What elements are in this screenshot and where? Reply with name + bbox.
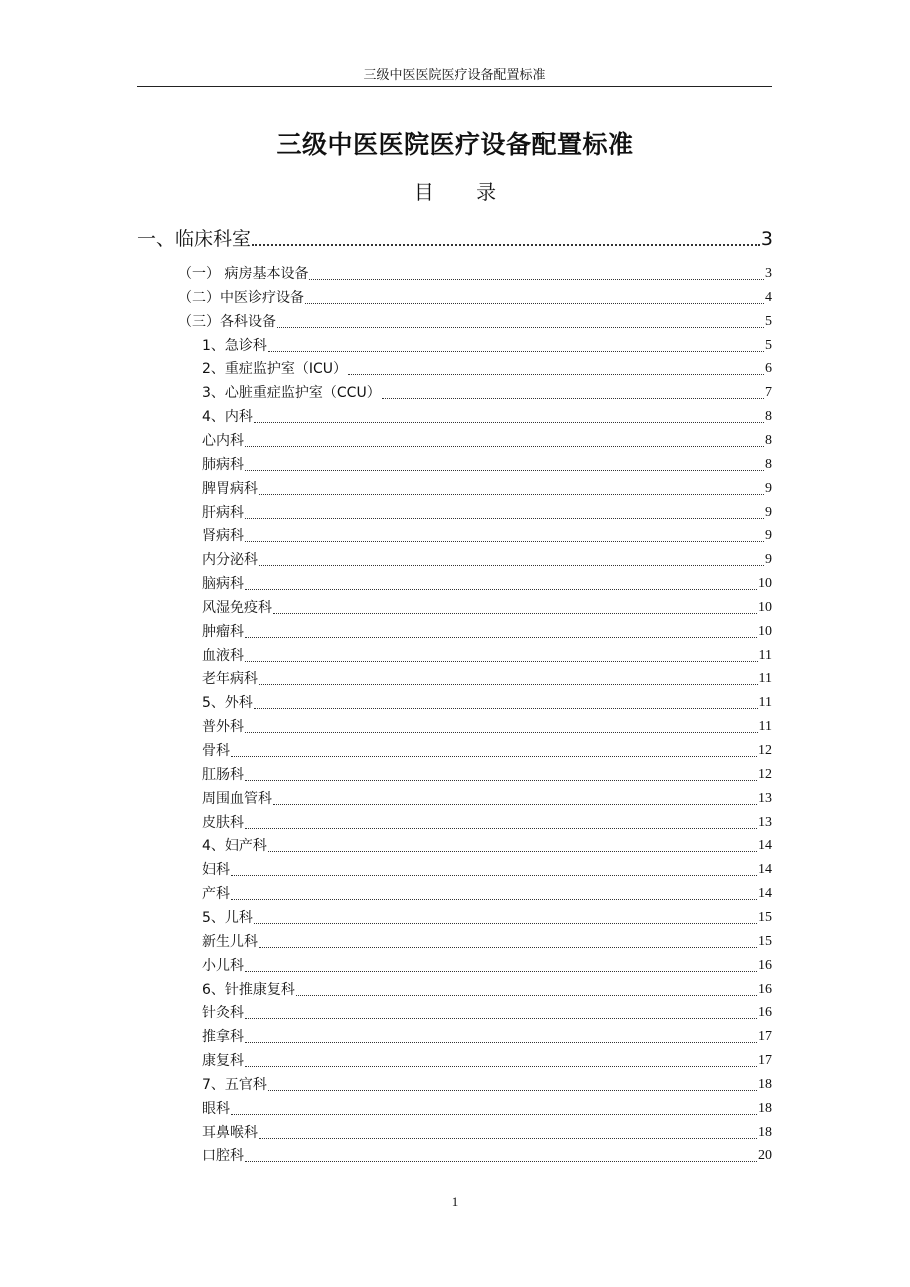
toc-dot-leader	[277, 326, 764, 328]
toc-entry-label: 5、外科	[202, 695, 253, 712]
toc-entry[interactable]	[202, 359, 772, 379]
toc-dot-leader	[245, 469, 764, 471]
toc-entry-label: 1、急诊科	[202, 337, 267, 354]
toc-entry[interactable]	[202, 789, 772, 809]
toc-entry[interactable]	[178, 312, 772, 332]
toc-entry-page: 17	[758, 1053, 772, 1069]
toc-entry-page: 11	[758, 719, 772, 735]
toc-entry-page: 13	[758, 790, 772, 806]
toc-dot-leader	[296, 994, 757, 996]
toc-entry-page: 11	[758, 647, 772, 663]
toc-entry-page: 9	[765, 528, 772, 544]
toc-entry-page: 9	[765, 480, 772, 496]
toc-dot-leader	[245, 779, 757, 781]
toc-entry-page: 3	[760, 228, 773, 250]
toc-dot-leader	[268, 850, 757, 852]
toc-entry-page: 16	[758, 957, 772, 973]
toc-dot-leader	[259, 564, 764, 566]
toc-entry-label: 耳鼻喉科	[202, 1124, 258, 1141]
toc-entry-page: 5	[765, 313, 772, 329]
toc-entry-label: 血液科	[202, 647, 244, 664]
toc-entry-page: 13	[758, 814, 772, 830]
toc-entry-page: 10	[758, 599, 772, 615]
toc-entry-page: 8	[765, 432, 772, 448]
toc-dot-leader	[245, 970, 757, 972]
toc-entry-page: 18	[758, 1076, 772, 1092]
toc-dot-leader	[231, 874, 757, 876]
toc-entry-label: 肛肠科	[202, 766, 244, 783]
toc-entry[interactable]	[202, 1146, 772, 1166]
toc-entry[interactable]	[202, 1099, 772, 1119]
toc-entry[interactable]	[202, 646, 772, 666]
toc-entry-label: 风湿免疫科	[202, 599, 272, 616]
toc-entry-page: 6	[765, 361, 772, 377]
toc-entry[interactable]	[178, 288, 772, 308]
toc-entry-page: 11	[758, 671, 772, 687]
toc-entry-label: 推拿科	[202, 1029, 244, 1046]
toc-entry-page: 20	[758, 1148, 772, 1164]
toc-entry[interactable]	[202, 884, 772, 904]
toc-entry-page: 11	[758, 695, 772, 711]
toc-dot-leader	[231, 898, 757, 900]
toc-entry-page: 14	[758, 838, 772, 854]
toc-entry-page: 10	[758, 623, 772, 639]
toc-dot-leader	[273, 612, 757, 614]
toc-entry-label: 小儿科	[202, 957, 244, 974]
toc-entry-page: 17	[758, 1029, 772, 1045]
toc-entry[interactable]	[202, 431, 772, 451]
toc-entry-label: 5、儿科	[202, 909, 253, 926]
toc-entry-label: 脾胃病科	[202, 480, 258, 497]
toc-entry-label: 周围血管科	[202, 790, 272, 807]
toc-dot-leader	[245, 588, 757, 590]
toc-entry[interactable]	[202, 1003, 772, 1023]
toc-entry-page: 12	[758, 766, 772, 782]
toc-entry-label: （一） 病房基本设备	[178, 266, 309, 282]
toc-entry[interactable]	[202, 407, 772, 427]
running-header: 三级中医医院医疗设备配置标准	[137, 66, 772, 87]
toc-dot-leader	[252, 243, 760, 246]
toc-dot-leader	[245, 1160, 757, 1162]
toc-entry-page: 3	[765, 266, 772, 281]
toc-entry-label: 骨科	[202, 743, 230, 759]
toc-entry[interactable]	[202, 455, 772, 475]
toc-entry[interactable]	[202, 574, 772, 594]
toc-entry-label: 妇科	[202, 862, 230, 879]
toc-entry[interactable]	[202, 956, 772, 976]
toc-dot-leader	[254, 922, 757, 924]
toc-dot-leader	[245, 636, 757, 638]
document-title: 三级中医医院医疗设备配置标准	[276, 130, 634, 159]
toc-dot-leader	[245, 1041, 757, 1043]
toc-entry[interactable]	[202, 717, 772, 737]
toc-entry-label: 脑病科	[202, 576, 244, 593]
toc-dot-leader	[382, 397, 764, 399]
toc-dot-leader	[231, 755, 757, 757]
toc-entry-page: 4	[765, 289, 772, 305]
toc-entry-label: （三）各科设备	[178, 313, 276, 330]
toc-dot-leader	[348, 373, 764, 375]
toc-dot-leader	[231, 1113, 757, 1115]
toc-dot-leader	[259, 683, 758, 685]
toc-entry-label: 新生儿科	[202, 933, 258, 950]
toc-entry-label: 4、妇产科	[202, 838, 267, 855]
page-number: 1	[451, 1194, 459, 1209]
toc-entry[interactable]	[202, 1027, 772, 1047]
toc-entry-label: 心内科	[202, 432, 244, 449]
toc-entry-page: 9	[765, 504, 772, 520]
toc-dot-leader	[245, 445, 764, 447]
toc-entry[interactable]	[178, 264, 772, 284]
toc-entry[interactable]	[137, 226, 773, 252]
toc-entry-label: 老年病科	[202, 671, 258, 688]
toc-entry-label: 4、内科	[202, 409, 253, 426]
toc-dot-leader	[305, 302, 764, 304]
toc-dot-leader	[245, 660, 758, 662]
toc-dot-leader	[259, 946, 757, 948]
toc-entry[interactable]	[202, 765, 772, 785]
toc-dot-leader	[268, 1089, 757, 1091]
toc-entry-label: 2、重症监护室（ICU）	[202, 361, 348, 378]
toc-entry-label: 6、针推康复科	[202, 981, 295, 998]
toc-entry[interactable]	[202, 1051, 772, 1071]
toc-entry-page: 10	[758, 576, 772, 592]
toc-entry-page: 15	[758, 909, 772, 925]
toc-dot-leader	[254, 707, 758, 709]
toc-entry[interactable]	[202, 622, 772, 642]
toc-entry[interactable]	[202, 598, 772, 618]
toc-entry-page: 9	[765, 552, 772, 568]
toc-dot-leader	[245, 540, 764, 542]
toc-entry[interactable]	[202, 813, 772, 833]
toc-entry-page: 12	[758, 743, 772, 758]
toc-entry[interactable]	[202, 336, 772, 356]
toc-entry[interactable]	[202, 741, 772, 761]
toc-entry-label: 3、心脏重症监护室（CCU）	[202, 385, 381, 402]
toc-entry-page: 18	[758, 1100, 772, 1116]
toc-entry-label: 7、五官科	[202, 1076, 267, 1093]
toc-entry-page: 16	[758, 1005, 772, 1021]
toc-entry[interactable]	[202, 526, 772, 546]
toc-dot-leader	[245, 731, 758, 733]
toc-entry-label: 一、临床科室	[137, 228, 252, 250]
toc-entry-label: 产科	[202, 886, 230, 903]
toc-entry-page: 16	[758, 981, 772, 997]
toc-entry-label: 眼科	[202, 1100, 230, 1117]
toc-entry-label: （二）中医诊疗设备	[178, 289, 304, 306]
toc-entry[interactable]	[202, 1075, 772, 1095]
toc-entry[interactable]	[202, 908, 772, 928]
toc-entry-label: 内分泌科	[202, 552, 258, 569]
toc-entry-page: 14	[758, 862, 772, 878]
toc-entry-label: 肺病科	[202, 456, 244, 473]
toc-dot-leader	[245, 1065, 757, 1067]
toc-entry-label: 口腔科	[202, 1148, 244, 1165]
toc-dot-leader	[245, 827, 757, 829]
toc-entry-label: 肾病科	[202, 528, 244, 545]
toc-entry-label: 肝病科	[202, 504, 244, 521]
toc-entry[interactable]	[202, 980, 772, 1000]
toc-entry-page: 14	[758, 886, 772, 902]
toc-dot-leader	[309, 278, 764, 280]
toc-entry[interactable]	[202, 383, 772, 403]
toc-dot-leader	[268, 350, 764, 352]
toc-entry[interactable]	[202, 1123, 772, 1143]
toc-entry-label: 针灸科	[202, 1005, 244, 1022]
toc-entry-page: 8	[765, 456, 772, 472]
toc-entry-label: 皮肤科	[202, 814, 244, 831]
toc-heading: 目 录	[413, 180, 515, 204]
toc-entry-page: 5	[765, 337, 772, 353]
toc-entry[interactable]	[202, 503, 772, 523]
toc-entry[interactable]	[202, 836, 772, 856]
toc-entry-label: 肿瘤科	[202, 623, 244, 640]
toc-entry-page: 8	[765, 409, 772, 425]
toc-entry[interactable]	[202, 932, 772, 952]
toc-dot-leader	[245, 1017, 757, 1019]
toc-dot-leader	[259, 493, 764, 495]
toc-dot-leader	[245, 517, 764, 519]
toc-entry[interactable]	[202, 550, 772, 570]
toc-entry[interactable]	[202, 860, 772, 880]
toc-entry-page: 18	[758, 1124, 772, 1140]
toc-entry-page: 7	[765, 385, 772, 401]
toc-dot-leader	[259, 1137, 757, 1139]
toc-entry-label: 康复科	[202, 1053, 244, 1070]
toc-entry-page: 15	[758, 933, 772, 949]
toc-dot-leader	[273, 803, 757, 805]
toc-entry-label: 普外科	[202, 719, 244, 736]
toc-dot-leader	[254, 421, 764, 423]
toc-entry[interactable]	[202, 693, 772, 713]
toc-entry[interactable]	[202, 669, 772, 689]
toc-entry[interactable]	[202, 479, 772, 499]
